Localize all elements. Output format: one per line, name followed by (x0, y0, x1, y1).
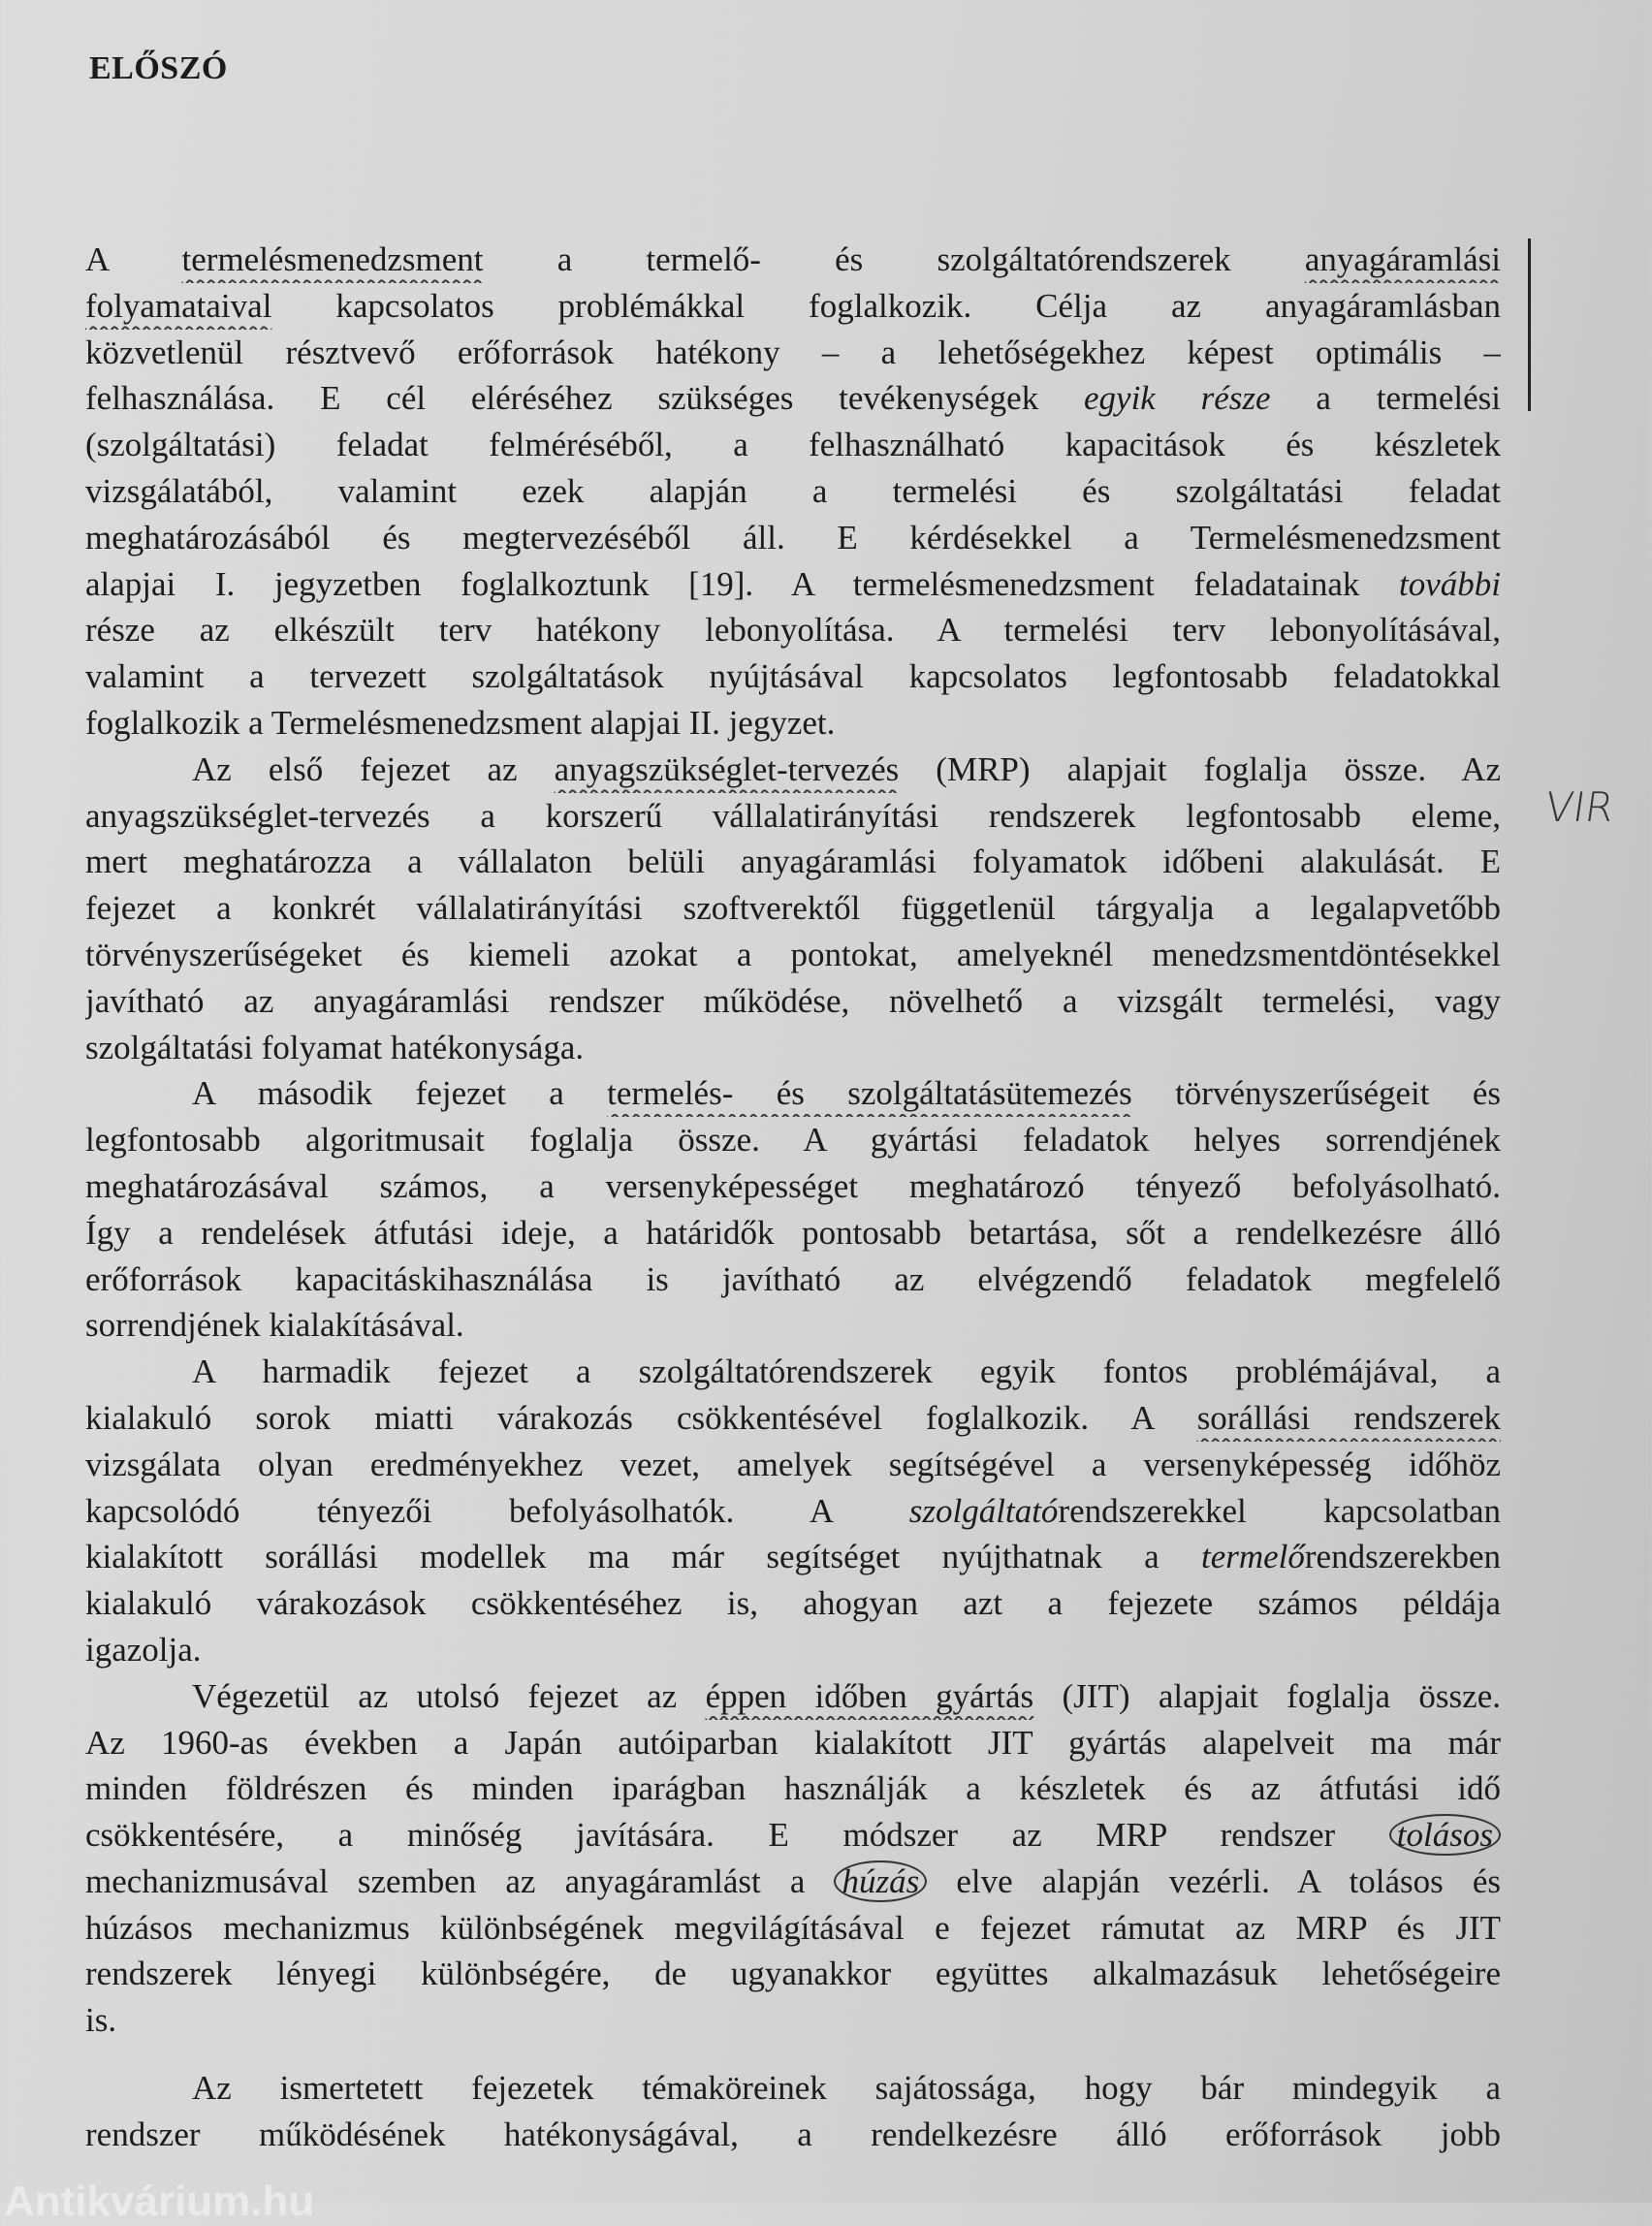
body-text (85, 237, 1501, 2158)
emphasized-text: termelés- és szolgáltatásütemezés (607, 1074, 1132, 1113)
text-line (85, 978, 1501, 1025)
text-segment: a termelési (1270, 379, 1501, 418)
text-line (85, 1580, 1501, 1627)
text-segment: A harmadik fejezet a szolgáltatórendszerek egyik fontos problémájával, a (192, 1352, 1501, 1391)
text-segment: kialakuló sorok miatti várakozás csökkentésével foglalkozik. A (85, 1398, 1197, 1437)
text-line (85, 1951, 1501, 1997)
text-segment: Végezetül az utolsó fejezet az (192, 1676, 706, 1715)
text-line (85, 1442, 1501, 1488)
text-line (85, 1025, 1501, 1071)
text-line (85, 1765, 1501, 1812)
paragraph (85, 237, 1501, 747)
text-segment: meghatározásával számos, a versenyképességet meghatározó tényező befolyásolható. (85, 1166, 1501, 1205)
text-line (85, 1859, 1501, 1905)
text-line (85, 1302, 1501, 1349)
text-segment: húzásos mechanizmus különbségének megvilágításával e fejezet rámutat az MRP és JIT (85, 1908, 1501, 1947)
text-segment: kapcsolatos problémákkal foglalkozik. Célja az anyagáramlásban (271, 286, 1501, 325)
text-segment: sorrendjének kialakításával. (85, 1306, 464, 1345)
text-line (85, 1117, 1501, 1163)
text-segment: vizsgálata olyan eredményekhez vezet, amelyek segítségével a versenyképesség időhöz (85, 1445, 1501, 1483)
text-line (85, 885, 1501, 932)
text-line (85, 839, 1501, 885)
emphasized-text: termelő (1200, 1538, 1305, 1576)
text-line (85, 330, 1501, 376)
paragraph (85, 1673, 1501, 2044)
text-segment: erőforrások kapacitáskihasználása is javítható az elvégzendő feladatok megfelelő (85, 1259, 1501, 1298)
text-line (85, 237, 1501, 283)
text-line (85, 1349, 1501, 1395)
text-segment: A (85, 240, 182, 278)
paragraph (85, 1070, 1501, 1349)
emphasized-text: sorállási rendszerek (1196, 1398, 1501, 1437)
text-segment: igazolja. (85, 1630, 202, 1669)
text-segment: (szolgáltatási) feladat felméréséből, a felhasználható kapacitások és készletek (85, 426, 1501, 464)
text-line (85, 515, 1501, 561)
text-segment: felhasználása. E cél eléréséhez szükséges tevékenységek (85, 379, 1085, 418)
text-segment: mechanizmusával szemben az anyagáramlást a (85, 1861, 835, 1900)
margin-handwritten-note: VIR (1541, 783, 1617, 831)
text-line (85, 1163, 1501, 1210)
paragraph (85, 1349, 1501, 1673)
emphasized-text: húzás (834, 1860, 927, 1902)
text-line (85, 1997, 1501, 2044)
text-line (85, 283, 1501, 330)
text-line (85, 422, 1501, 468)
text-segment: elve alapján vezérli. A tolásos és (927, 1861, 1501, 1900)
emphasized-text: termelésmenedzsment (181, 240, 484, 278)
text-segment: rendszer működésének hatékonyságával, a rendelkezésre álló erőforrások jobb (85, 2115, 1501, 2153)
text-line (85, 1812, 1501, 1859)
text-segment: vizsgálatából, valamint ezek alapján a termelési és szolgáltatási feladat (85, 471, 1501, 510)
text-segment: törvényszerűségeket és kiemeli azokat a pontokat, amelyeknél menedzsmentdöntésekkel (85, 935, 1501, 973)
text-segment: rendszerek lényegi különbségére, de ugyanakkor együttes alkalmazásuk lehetőségeire (85, 1955, 1501, 1993)
text-line (85, 700, 1501, 747)
text-segment: is. (85, 2001, 117, 2040)
text-segment: javítható az anyagáramlási rendszer működése, növelhető a vizsgált termelési, vagy (85, 981, 1501, 1020)
emphasized-text: anyagáramlási (1304, 240, 1501, 278)
text-segment: rendszerekben (1304, 1538, 1501, 1576)
text-line (85, 375, 1501, 422)
text-segment: kialakuló várakozások csökkentéséhez is, ahogyan azt a fejezete számos példája (85, 1584, 1501, 1623)
emphasized-text: egyik része (1084, 379, 1271, 418)
text-segment: mert meghatározza a vállalaton belüli anyagáramlási folyamatok időbeni alakulását. E (85, 843, 1501, 881)
text-line (85, 1395, 1501, 1442)
emphasized-text: éppen időben gyártás (705, 1676, 1034, 1715)
text-segment: foglalkozik a Termelésmenedzsment alapjai II. jegyzet. (85, 703, 836, 742)
emphasized-text: anyagszükséglet-tervezés (554, 749, 900, 788)
text-segment: legfontosabb algoritmusait foglalja össze. A gyártási feladatok helyes sorrendjének (85, 1121, 1501, 1160)
emphasized-text: tolásos (1389, 1814, 1501, 1856)
text-segment: kapcsolódó tényezői befolyásolhatók. A (85, 1491, 909, 1530)
text-line (85, 2065, 1501, 2112)
text-segment: minden földrészen és minden iparágban használják a készletek és az átfutási idő (85, 1769, 1501, 1808)
text-segment: a termelő- és szolgáltatórendszerek (483, 240, 1305, 278)
text-line (85, 932, 1501, 978)
text-line (85, 653, 1501, 700)
paragraph (85, 2065, 1501, 2158)
text-line (85, 1070, 1501, 1117)
text-line (85, 793, 1501, 840)
text-segment: Az 1960-as években a Japán autóiparban kialakított JIT gyártás alapelveit ma már (85, 1723, 1501, 1762)
text-segment: meghatározásából és megtervezéséből áll. E kérdésekkel a Termelésmenedzsment (85, 518, 1501, 556)
text-line (85, 747, 1501, 793)
paragraph (85, 747, 1501, 1071)
text-segment: A második fejezet a (192, 1074, 608, 1113)
text-segment: szolgáltatási folyamat hatékonysága. (85, 1028, 585, 1066)
text-segment: rendszerekkel kapcsolatban (1058, 1491, 1501, 1530)
text-segment: Az ismertetett fejezetek témaköreinek sajátossága, hogy bár mindegyik a (192, 2069, 1501, 2108)
text-line (85, 1720, 1501, 1766)
text-segment: Az első fejezet az (192, 749, 555, 788)
text-line (85, 1627, 1501, 1673)
text-line (85, 607, 1501, 653)
text-line (85, 468, 1501, 515)
text-line (85, 1905, 1501, 1952)
text-line (85, 561, 1501, 608)
text-line (85, 1256, 1501, 1303)
text-segment: alapjai I. jegyzetben foglalkoztunk [19]. A termelésmenedzsment feladatainak (85, 564, 1400, 603)
text-segment: (MRP) alapjait foglalja össze. Az (899, 749, 1501, 788)
text-segment: csökkentésére, a minőség javítására. E módszer az MRP rendszer (85, 1816, 1389, 1855)
text-line (85, 1210, 1501, 1256)
text-segment: valamint a tervezett szolgáltatások nyújtásával kapcsolatos legfontosabb feladatokkal (85, 657, 1501, 696)
text-segment: fejezet a konkrét vállalatirányítási szoftverektől függetlenül tárgyalja a legalapvetőbb (85, 889, 1501, 928)
text-line (85, 1534, 1501, 1580)
text-line (85, 1673, 1501, 1720)
text-line (85, 1488, 1501, 1535)
text-line (85, 2112, 1501, 2158)
emphasized-text: folyamataival (85, 286, 272, 325)
watermark: Antikvárium.hu (4, 2178, 315, 2225)
text-segment: anyagszükséglet-tervezés a korszerű vállalatirányítási rendszerek legfontosabb eleme, (85, 796, 1501, 835)
margin-pen-line (1528, 238, 1531, 411)
emphasized-text: további (1399, 564, 1501, 603)
text-segment: (JIT) alapjait foglalja össze. (1033, 1676, 1501, 1715)
text-segment: törvényszerűségeit és (1131, 1074, 1501, 1113)
text-segment: közvetlenül résztvevő erőforrások hatékony – a lehetőségekhez képest optimális – (85, 333, 1501, 371)
text-segment: kialakított sorállási modellek ma már segítséget nyújthatnak a (85, 1538, 1201, 1576)
text-segment: Így a rendelések átfutási ideje, a határidők pontosabb betartása, sőt a rendelkezésre álló (85, 1213, 1501, 1252)
emphasized-text: szolgáltató (908, 1491, 1059, 1530)
text-segment: része az elkészült terv hatékony lebonyolítása. A termelési terv lebonyolításával, (85, 611, 1501, 650)
page-title: ELŐSZÓ (89, 50, 228, 86)
